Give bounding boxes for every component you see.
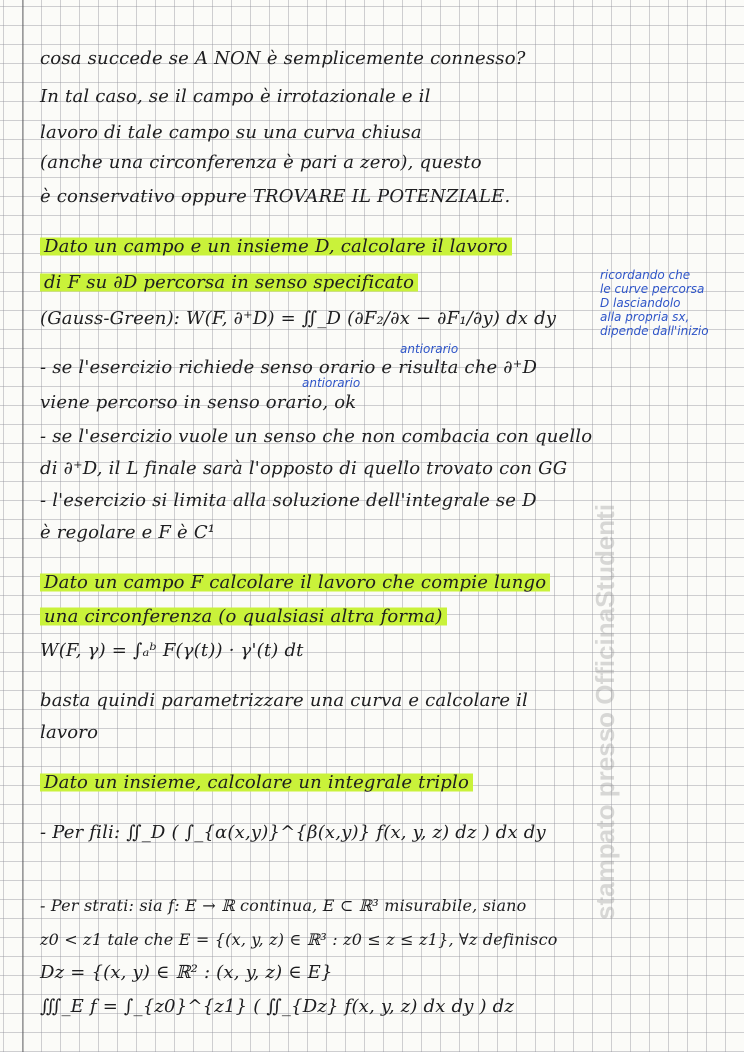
- highlight: Dato un campo F calcolare il lavoro che compie lungo: [40, 572, 550, 593]
- note-line-10: viene percorso in senso orario, ok: [40, 392, 357, 413]
- note-line-18: basta quindi parametrizzare una curva e calcolare il: [40, 690, 529, 711]
- antiorario-annotation: antiorario: [400, 342, 459, 356]
- note-line-24: Dz = {(x, y) ∈ ℝ² : (x, y, z) ∈ E}: [40, 962, 333, 983]
- watermark: stampato presso OfficinaStudenti: [590, 503, 620, 920]
- highlight: Dato un insieme, calcolare un integrale triplo: [40, 772, 473, 793]
- gauss-green-formula: (Gauss-Green): W(F, ∂⁺D) = ∬_D (∂F₂/∂x − ∂F₁/∂y) dx dy: [40, 308, 557, 329]
- note-line-19: lavoro: [40, 722, 99, 743]
- side-annotation-line: le curve percorsa: [600, 282, 705, 296]
- note-line-16: [40, 606, 447, 627]
- note-line-5: è conservativo oppure TROVARE IL POTENZIALE.: [40, 186, 511, 207]
- note-line-9: - se l'esercizio richiede senso orario e risulta che ∂⁺D: [40, 357, 538, 378]
- highlight: Dato un campo e un insieme D, calcolare il lavoro: [40, 236, 512, 257]
- antiorario-annotation: antiorario: [302, 376, 361, 390]
- note-line-13: - l'esercizio si limita alla soluzione dell'integrale se D: [40, 490, 537, 511]
- side-annotation-line: alla propria sx,: [600, 310, 690, 324]
- note-line-23: z0 < z1 tale che E = {(x, y, z) ∈ ℝ³ : z0 ≤ z ≤ z1}, ∀z definisco: [40, 930, 558, 949]
- note-line-14: è regolare e F è C¹: [40, 522, 216, 543]
- margin-line: [22, 0, 24, 1052]
- section-heading-lavoro: [40, 236, 512, 257]
- highlight: di F su ∂D percorsa in senso specificato: [40, 272, 418, 293]
- side-annotation-line: ricordando che: [600, 268, 691, 282]
- note-line-7: [40, 272, 418, 293]
- per-fili-formula: - Per fili: ∬_D ( ∫_{α(x,y)}^{β(x,y)} f(x, y, z) dz ) dx dy: [40, 822, 546, 843]
- section-heading-triplo: [40, 772, 473, 793]
- note-line-12: di ∂⁺D, il L finale sarà l'opposto di quello trovato con GG: [40, 458, 568, 479]
- note-line-1: cosa succede se A NON è semplicemente connesso?: [40, 48, 526, 69]
- side-annotation: [600, 268, 709, 338]
- note-line-22: - Per strati: sia f: E → ℝ continua, E ⊂ ℝ³ misurabile, siano: [40, 896, 527, 915]
- per-strati-formula: ∭_E f = ∫_{z0}^{z1} ( ∬_{Dz} f(x, y, z) dx dy ) dz: [40, 996, 515, 1017]
- line-integral-formula: W(F, γ) = ∫ₐᵇ F(γ(t)) · γ'(t) dt: [40, 640, 304, 661]
- side-annotation-line: D lasciandolo: [600, 296, 681, 310]
- side-annotation-line: dipende dall'inizio: [600, 324, 709, 338]
- note-line-2: In tal caso, se il campo è irrotazionale e il: [40, 86, 431, 107]
- note-line-3: lavoro di tale campo su una curva chiusa: [40, 122, 422, 143]
- note-line-4: (anche una circonferenza è pari a zero), questo: [40, 152, 482, 173]
- note-line-11: - se l'esercizio vuole un senso che non combacia con quello: [40, 426, 593, 447]
- section-heading-circonferenza: [40, 572, 550, 593]
- highlight: una circonferenza (o qualsiasi altra forma): [40, 606, 447, 627]
